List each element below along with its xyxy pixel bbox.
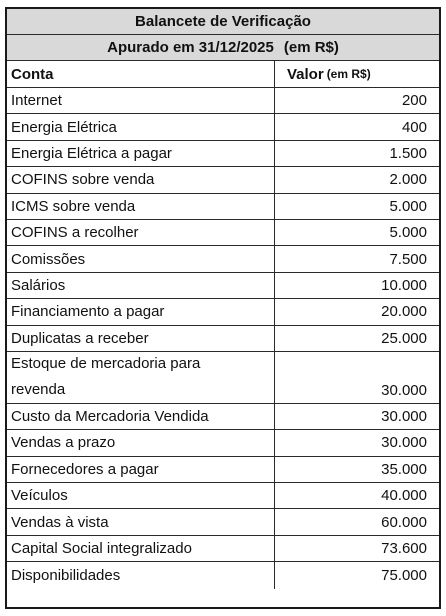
table-header-row [7,61,439,88]
value-cell: 1.500 [389,144,427,162]
value-cell: 2.000 [389,171,427,189]
table-row [7,352,439,404]
value-cell: 30.000 [381,408,427,426]
header-account-label: Conta [11,65,54,83]
table-subtitle: Apurado em 31/12/2025 [107,39,274,56]
account-cell: Fornecedores a pagar [7,457,275,482]
table-row [7,299,439,325]
value-cell: 200 [401,92,427,110]
header-value-label: Valor [287,65,324,83]
table-row [7,167,439,193]
account-cell: ICMS sobre venda [7,194,275,219]
account-cell: Energia Elétrica [7,114,275,139]
value-cell: 20.000 [381,303,427,321]
account-cell: Energia Elétrica a pagar [7,141,275,166]
value-cell: 35.000 [381,460,427,478]
account-cell: Duplicatas a receber [7,326,275,351]
account-cell: COFINS sobre venda [7,167,275,192]
value-cell: 7.500 [389,250,427,268]
table-row [7,404,439,430]
table-title-row [7,9,439,35]
table-row [7,326,439,352]
value-cell: 30.000 [381,381,427,399]
table-row [7,562,439,588]
header-value [275,61,439,87]
table-row [7,220,439,246]
table-row [7,273,439,299]
value-cell: 10.000 [381,276,427,294]
table-title: Balancete de Verificação [135,13,311,30]
account-cell: Vendas à vista [7,509,275,534]
value-cell: 400 [401,118,427,136]
value-cell: 30.000 [381,434,427,452]
trial-balance-table [5,7,441,609]
account-cell: Custo da Mercadoria Vendida [7,404,275,429]
account-cell-line-2: revenda [11,381,66,399]
value-cell: 25.000 [381,329,427,347]
table-subtitle-unit: (em R$) [283,39,339,56]
account-cell: Capital Social integralizado [7,536,275,561]
table-row [7,88,439,114]
account-cell: COFINS a recolher [7,220,275,245]
table-row [7,457,439,483]
table-row [7,509,439,535]
table-row [7,114,439,140]
account-cell: Comissões [7,246,275,271]
account-cell-line-1: Estoque de mercadoria para [11,355,201,373]
table-row [7,483,439,509]
value-cell: 5.000 [389,224,427,242]
table-row [7,194,439,220]
account-cell: Salários [7,273,275,298]
account-cell [7,352,275,403]
table-row [7,536,439,562]
value-cell: 73.600 [381,540,427,558]
account-cell: Disponibilidades [7,562,275,588]
table-subtitle-row [7,35,439,61]
value-cell: 75.000 [381,566,427,584]
account-cell: Vendas a prazo [7,430,275,455]
value-cell: 40.000 [381,487,427,505]
header-account [7,61,275,87]
account-cell: Veículos [7,483,275,508]
table-row [7,430,439,456]
header-value-unit: (em R$) [326,67,371,81]
value-cell: 60.000 [381,513,427,531]
table-row [7,246,439,272]
table-row [7,141,439,167]
account-cell: Financiamento a pagar [7,299,275,324]
value-cell: 5.000 [389,197,427,215]
account-cell: Internet [7,88,275,113]
